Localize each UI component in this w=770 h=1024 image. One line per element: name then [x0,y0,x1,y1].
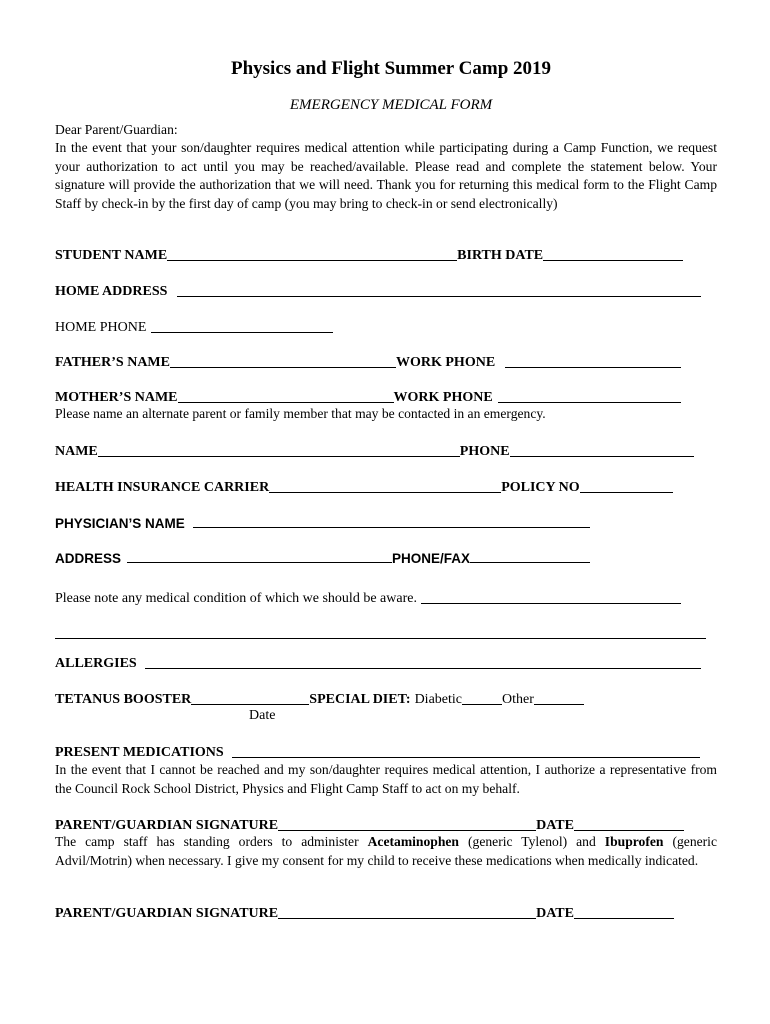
tetanus-date-caption: Date [249,708,276,723]
alt-phone-field[interactable] [510,442,694,457]
date-field-1[interactable] [574,816,684,831]
health-insurance-field[interactable] [269,478,501,493]
medical-condition-row-2 [55,622,706,642]
medical-condition-field[interactable] [421,589,681,604]
allergies-row [55,652,701,672]
medications-row [55,741,700,761]
home-phone-field[interactable] [151,318,333,333]
mothers-name-field[interactable] [178,388,394,403]
authorization-text [55,761,717,798]
present-medications-field[interactable] [232,743,700,758]
physicians-name-field[interactable] [193,513,590,528]
birth-date-field[interactable] [543,246,683,261]
home-phone-label: HOME PHONE [55,320,147,335]
student-name-label: STUDENT NAME [55,248,168,263]
student-name-field[interactable] [167,246,457,261]
mother-row [55,386,681,406]
policy-no-label: POLICY NO [501,480,580,495]
special-diet-label: SPECIAL DIET: [309,692,411,707]
home-address-label: HOME ADDRESS [55,284,168,299]
home-address-row [55,280,701,300]
alt-name-label: NAME [55,444,98,459]
salutation: Dear Parent/Guardian: [55,122,178,137]
authorization-paragraph: In the event that I cannot be reached and my son/daughter requires medical attention, I authorize a representative from the Council Rock School District, Physics and Flight Camp Staff to act on my behalf. [55,762,717,796]
medical-condition-label: Please note any medical condition of which we should be aware. [55,591,417,606]
medical-condition-field-2[interactable] [55,624,706,639]
diabetic-field[interactable] [462,690,502,705]
date-field-2[interactable] [574,904,674,919]
diabetic-label: Diabetic [414,692,462,707]
intro-body: In the event that your son/daughter requires medical attention while participating during a Camp Function, we request your authorization to act until you may be reached/available. Please read and complete the statement below. Your signature will provide the authorization that we will need. Thank you for returning this medical form to the Flight Camp Staff by check-in by the first day of camp (you may bring to check-in or send electronically) [55,140,717,211]
signature-label-2: PARENT/GUARDIAN SIGNATURE [55,906,279,921]
father-work-phone-field[interactable] [505,353,681,368]
alternate-row [55,440,694,460]
physician-row [55,511,590,531]
signature-label-1: PARENT/GUARDIAN SIGNATURE [55,818,279,833]
mothers-name-label: MOTHER’S NAME [55,390,178,405]
ibuprofen-text: Ibuprofen [604,834,664,849]
policy-no-field[interactable] [580,478,673,493]
form-title: Physics and Flight Summer Camp 2019 [230,58,552,79]
alternate-note: Please name an alternate parent or family member that may be contacted in an emergency. [55,406,546,421]
standing-orders-part2: (generic Tylenol) and [459,834,605,849]
address-label: ADDRESS [55,551,122,566]
home-phone-row [55,316,333,336]
tetanus-booster-label: TETANUS BOOSTER [55,692,192,707]
form-subtitle: EMERGENCY MEDICAL FORM [289,97,493,113]
student-row [55,244,683,264]
home-address-field[interactable] [177,282,701,297]
mother-work-phone-field[interactable] [498,388,681,403]
fathers-name-field[interactable] [170,353,396,368]
phone-fax-label: PHONE/FAX [392,551,471,566]
date-label-2: DATE [536,906,574,921]
insurance-row [55,476,673,496]
fathers-name-label: FATHER’S NAME [55,355,170,370]
signature-row-1 [55,814,684,834]
signature-field-2[interactable] [278,904,536,919]
date-label-1: DATE [536,818,574,833]
standing-orders-part1: The camp staff has standing orders to administer [55,834,368,849]
father-row [55,351,681,371]
physician-address-row [55,546,590,566]
work-phone-label-2: WORK PHONE [393,390,493,405]
alt-phone-label: PHONE [459,444,510,459]
physician-address-field[interactable] [127,548,392,563]
physicians-name-label: PHYSICIAN’S NAME [55,516,185,531]
health-insurance-label: HEALTH INSURANCE CARRIER [55,480,270,495]
medical-condition-row [55,587,681,607]
present-medications-label: PRESENT MEDICATIONS [55,745,224,760]
signature-row-2 [55,902,674,922]
allergies-field[interactable] [145,654,701,669]
phone-fax-field[interactable] [470,548,590,563]
intro-letter [55,121,717,213]
signature-field-1[interactable] [278,816,536,831]
standing-orders [55,833,717,870]
tetanus-booster-field[interactable] [191,690,309,705]
work-phone-label-1: WORK PHONE [395,355,496,370]
standing-orders-paragraph [55,833,717,870]
alt-name-field[interactable] [98,442,460,457]
allergies-label: ALLERGIES [55,656,137,671]
acetaminophen-text: Acetaminophen [367,834,459,849]
birth-date-label: BIRTH DATE [457,248,544,263]
other-diet-field[interactable] [534,690,584,705]
tetanus-row [55,688,584,708]
other-label: Other [501,692,534,707]
standing-orders-part3: (generic Advil/Motrin) when necessary. I give my consent for my child to receive these medications when medically indicated. [55,834,717,868]
